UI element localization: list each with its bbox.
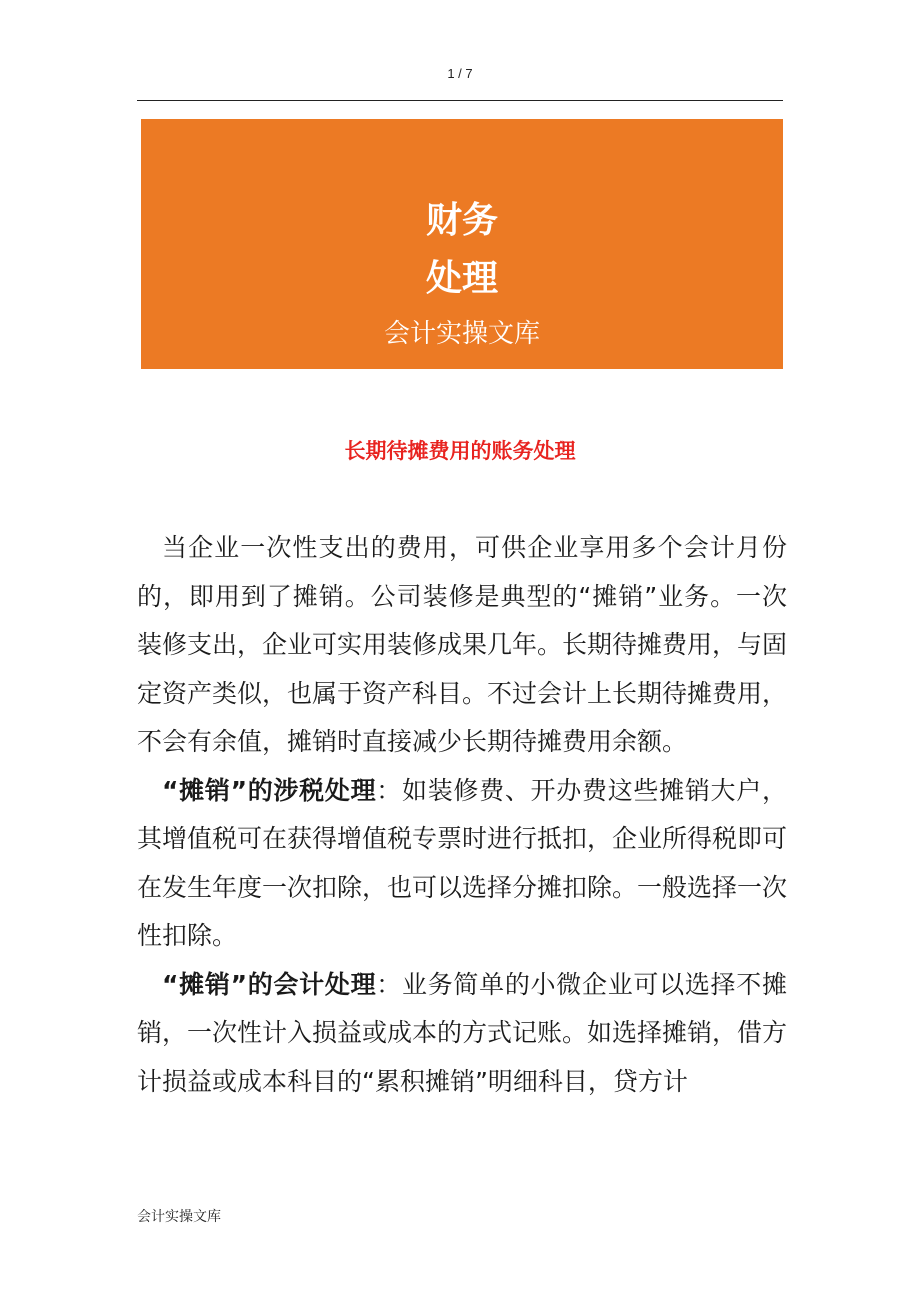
paragraph-intro: 当企业一次性支出的费用，可供企业享用多个会计月份的，即用到了摊销。公司装修是典型的“摊销”业务。一次装修支出，企业可实用装修成果几年。长期待摊费用，与固定资产类似，也属于资产科目。不过会计上长期待摊费用，不会有余值，摊销时直接减少长期待摊费用余额。: [137, 533, 788, 756]
document-body: [137, 524, 787, 1106]
paragraph-tax-treatment: [137, 767, 787, 961]
paragraph-tax-heading: “摊销”的涉税处理: [162, 775, 377, 805]
paragraph-accounting-treatment: [137, 961, 787, 1107]
cover-banner: [141, 119, 783, 369]
paragraph-accounting-text: ：业务简单的小微企业可以选择不摊销，一次性计入损益或成本的方式记账。如选择摊销，借方计损益或成本科目的“累积摊销”明细科目，贷方计: [137, 969, 788, 1096]
banner-title-line1: 财务: [425, 200, 498, 241]
page-number: 1 / 7: [447, 66, 473, 81]
header-divider: [137, 100, 783, 101]
paragraph-accounting-heading: “摊销”的会计处理: [162, 969, 377, 999]
banner-title-line2: 处理: [425, 258, 498, 299]
paragraph-tax-text: ：如装修费、开办费这些摊销大户，其增值税可在获得增值税专票时进行抵扣，企业所得税即可在发生年度一次扣除，也可以选择分摊扣除。一般选择一次性扣除。: [137, 775, 788, 950]
footer-label: 会计实操文库: [137, 1209, 221, 1225]
document-title: 长期待摊费用的账务处理: [344, 439, 576, 463]
banner-subtitle: 会计实操文库: [383, 319, 540, 349]
